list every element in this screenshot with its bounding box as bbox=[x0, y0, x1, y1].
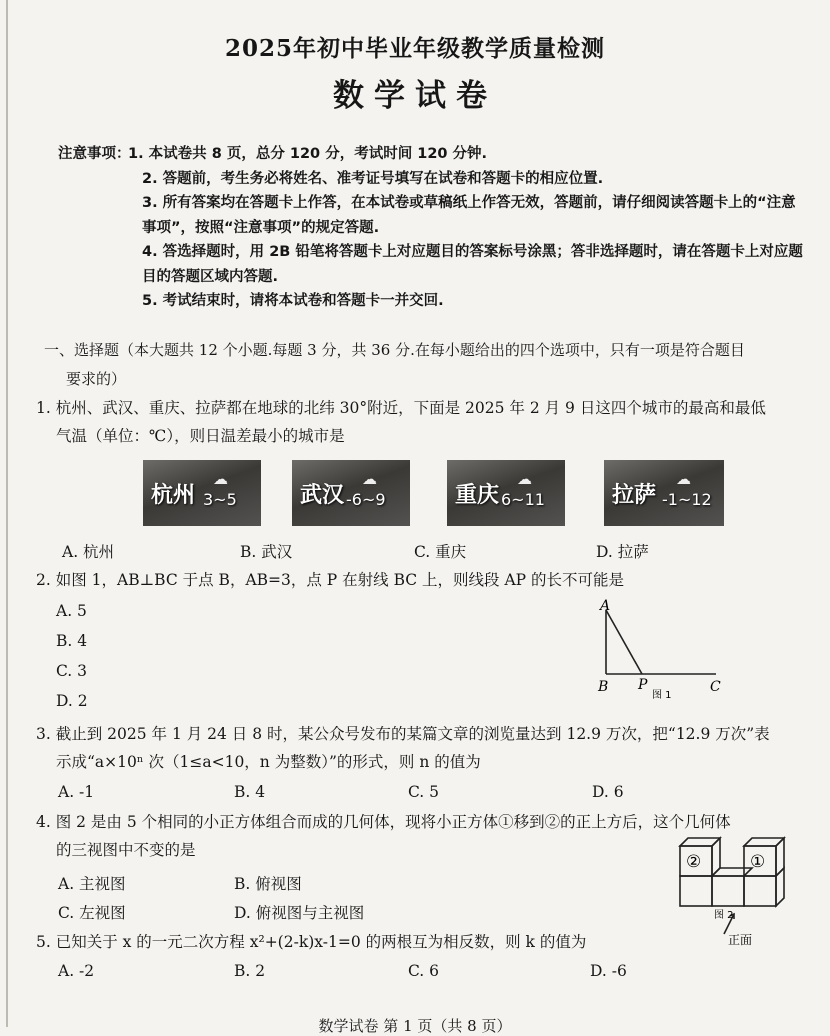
option-c: C. 6 bbox=[408, 962, 440, 980]
figure-2-caption: 图 2 bbox=[714, 910, 734, 921]
option-c: C. 5 bbox=[408, 783, 440, 801]
point-c-label: C bbox=[710, 679, 721, 695]
binding-margin-line bbox=[6, 0, 8, 1027]
question-3-line-2: 示成“a×10ⁿ 次（1≤a<10，n 为整数）”的形式，则 n 的值为 bbox=[56, 753, 481, 771]
cloud-icon: ☁ bbox=[362, 470, 377, 488]
question-2 bbox=[36, 566, 806, 594]
notice-item-3: 3. 所有答案均在答题卡上作答，在本试卷或草稿纸上作答无效，答题前，请仔细阅读答题卡上的“注意事项”，按照“注意事项”的规定答题. bbox=[142, 195, 796, 236]
city-weather-card bbox=[447, 460, 565, 526]
exam-subtitle: 数学试卷 bbox=[333, 78, 497, 114]
option-a: A. 5 bbox=[56, 602, 87, 620]
option-d: D. 2 bbox=[56, 692, 88, 710]
option-a: A. -1 bbox=[58, 783, 95, 801]
question-2-line-1: 2. 如图 1，AB⊥BC 于点 B，AB=3，点 P 在射线 BC 上，则线段 AP 的长不可能是 bbox=[36, 571, 625, 589]
cube-1-label: ① bbox=[750, 852, 766, 872]
cloud-icon: ☁ bbox=[517, 470, 532, 488]
segment-ap bbox=[606, 610, 642, 674]
question-4-line-1: 4. 图 2 是由 5 个相同的小正方体组合而成的几何体，现将小正方体①移到②的正上方后，这个几何体 bbox=[36, 813, 731, 831]
exam-title: 2025年初中毕业年级教学质量检测 bbox=[224, 35, 605, 62]
option-c: C. 3 bbox=[56, 662, 88, 680]
city-weather-card bbox=[604, 460, 724, 526]
figure-1-caption: 图 1 bbox=[652, 690, 672, 701]
question-5 bbox=[36, 928, 806, 956]
option-b: B. 武汉 bbox=[240, 543, 293, 561]
notice-row bbox=[58, 191, 808, 240]
front-label: 正面 bbox=[728, 933, 753, 947]
city-weather-card bbox=[292, 460, 410, 526]
section-line-2: 要求的） bbox=[66, 370, 127, 388]
notice-row bbox=[58, 289, 808, 314]
point-b-label: B bbox=[598, 679, 609, 695]
question-4-line-2: 的三视图中不变的是 bbox=[56, 841, 196, 859]
figure-1-right-triangle bbox=[592, 598, 732, 704]
notice-row bbox=[58, 240, 808, 289]
option-c: C. 重庆 bbox=[414, 543, 467, 561]
question-1 bbox=[36, 394, 806, 450]
option-b: B. 俯视图 bbox=[234, 875, 302, 893]
notice-item-4: 4. 答选择题时，用 2B 铅笔将答题卡上对应题目的答案标号涂黑；答非选择题时，请在答题卡上对应题目的答题区域内答题. bbox=[142, 244, 803, 285]
city-name: 武汉 bbox=[300, 483, 345, 508]
notice-item-5: 5. 考试结束时，请将本试卷和答题卡一并交回. bbox=[142, 293, 444, 309]
notice-row bbox=[58, 167, 808, 192]
city-name: 重庆 bbox=[455, 483, 500, 508]
option-b: B. 4 bbox=[234, 783, 266, 801]
option-d: D. -6 bbox=[590, 962, 627, 980]
cloud-icon: ☁ bbox=[676, 470, 691, 488]
bottom-middle-top-face bbox=[712, 868, 752, 876]
city-temp-range: -1~12 bbox=[662, 490, 712, 509]
notice-item-2: 2. 答题前，考生务必将姓名、准考证号填写在试卷和答题卡的相应位置. bbox=[142, 170, 604, 187]
bottom-cube bbox=[712, 876, 744, 906]
question-3-line-1: 3. 截止到 2025 年 1 月 24 日 8 时，某公众号发布的某篇文章的浏览量达到 12.9 万次，把“12.9 万次”表 bbox=[36, 725, 770, 743]
option-a: A. -2 bbox=[58, 962, 95, 980]
bottom-cube bbox=[744, 876, 776, 906]
section-heading bbox=[44, 336, 804, 394]
city-temp-range: 6~11 bbox=[501, 490, 545, 509]
notice-block bbox=[58, 142, 808, 314]
question-3 bbox=[36, 720, 806, 776]
option-b: B. 2 bbox=[234, 962, 266, 980]
notice-label: 注意事项： bbox=[58, 146, 131, 162]
bottom-side-face bbox=[776, 868, 784, 906]
question-1-line-1: 1. 杭州、武汉、重庆、拉萨都在地球的北纬 30°附近，下面是 2025 年 2 月 9 日这四个城市的最高和最低 bbox=[36, 399, 766, 417]
option-b: B. 4 bbox=[56, 632, 88, 650]
city-temp-range: -6~9 bbox=[346, 490, 386, 509]
page-footer: 数学试卷 第 1 页（共 8 页） bbox=[318, 1017, 512, 1035]
city-temp-range: 3~5 bbox=[203, 490, 237, 509]
option-a: A. 主视图 bbox=[58, 875, 126, 893]
city-name: 杭州 bbox=[151, 483, 196, 508]
city-weather-card bbox=[143, 460, 261, 526]
notice-row bbox=[58, 142, 808, 167]
notice-item-1: 1. 本试卷共 8 页，总分 120 分，考试时间 120 分钟. bbox=[128, 146, 488, 162]
point-a-label: A bbox=[600, 598, 611, 614]
section-line-1: 一、选择题（本大题共 12 个小题.每题 3 分，共 36 分.在每小题给出的四个选项中，只有一项是符合题目 bbox=[44, 341, 745, 359]
cube-2-label: ② bbox=[686, 852, 702, 872]
question-5-line-1: 5. 已知关于 x 的一元二次方程 x²+(2-k)x-1=0 的两根互为相反数，则 k 的值为 bbox=[36, 933, 587, 951]
option-a: A. 杭州 bbox=[62, 543, 115, 561]
cloud-icon: ☁ bbox=[213, 470, 228, 488]
question-1-line-2: 气温（单位：℃），则日温差最小的城市是 bbox=[56, 427, 345, 445]
option-d: D. 拉萨 bbox=[596, 543, 649, 561]
point-p-label: P bbox=[638, 677, 648, 693]
option-d: D. 6 bbox=[592, 783, 624, 801]
city-name: 拉萨 bbox=[612, 483, 657, 508]
bottom-cube bbox=[680, 876, 712, 906]
option-c: C. 左视图 bbox=[58, 904, 126, 922]
option-d: D. 俯视图与主视图 bbox=[234, 904, 365, 922]
